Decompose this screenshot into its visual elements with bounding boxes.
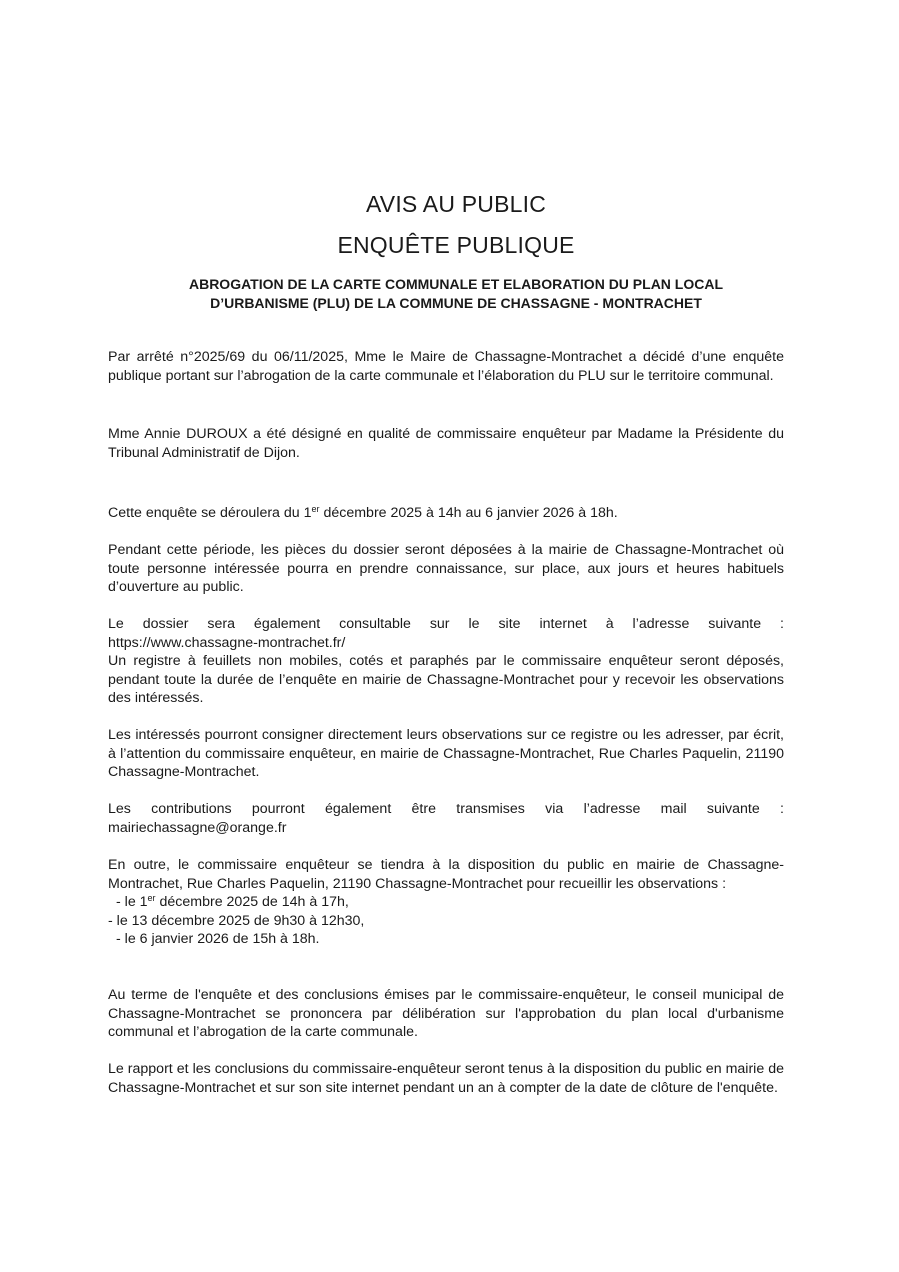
mail-text: Les contributions pourront également être transmises via l’adresse mail suivante : [108,801,784,817]
commissaire-text: Mme Annie DUROUX a été désigné en qualité de commissaire enquêteur par Madame la Présidente du Tribunal Administratif de Dijon. [108,426,784,461]
permanence-1-start: - le 1 [116,894,148,910]
paragraph-mail [108,800,784,837]
site-text: Le dossier sera également consultable sur le site internet à l’adresse suivante : [108,616,784,632]
permanence-item-2: - le 13 décembre 2025 de 9h30 à 12h30, [108,912,365,929]
permanence-1-superscript: er [147,893,156,903]
object-line-2: D’URBANISME (PLU) DE LA COMMUNE DE CHASSAGNE - MONTRACHET [210,294,702,311]
dates-text-end: décembre 2025 à 14h au 6 janvier 2026 à 18h. [319,505,618,521]
terme-text: Au terme de l'enquête et des conclusions émises par le commissaire-enquêteur, le conseil municipal de Chassagne-Montrachet se prononcera par délibération sur l'approbation du plan local d'urbanisme communal et l’abrogation de la carte communale. [108,987,784,1040]
paragraph-rapport [108,1060,784,1097]
paragraph-consigner [108,726,784,782]
site-url-link[interactable]: https://www.chassagne-montrachet.fr/ [108,634,346,651]
notice-object [108,275,804,312]
dates-superscript: er [311,504,320,514]
paragraph-permanences [108,856,784,949]
registre-text: Un registre à feuillets non mobiles, cotés et paraphés par le commissaire enquêteur seront déposés, pendant toute la durée de l’enquête en mairie de Chassagne-Montrachet pour y recevoir les observations des intéressés. [108,653,784,706]
paragraph-site [108,615,784,708]
arrete-text: Par arrêté n°2025/69 du 06/11/2025, Mme le Maire de Chassagne-Montrachet a décidé d’une enquête publique portant sur l’abrogation de la carte communale et l’élaboration du PLU sur le territoire communal. [108,349,784,384]
paragraph-arrete [108,348,784,385]
paragraph-periode [108,541,784,597]
permanence-item-3: - le 6 janvier 2026 de 15h à 18h. [116,931,320,947]
consigner-text: Les intéressés pourront consigner directement leurs observations sur ce registre ou les adresser, par écrit, à l’attention du commissaire enquêteur, en mairie de Chassagne-Montrachet, Rue Charles Paquelin, 21190 Chassagne-Montrachet. [108,727,784,780]
permanence-item-1 [108,893,784,912]
permanences-text: En outre, le commissaire enquêteur se tiendra à la disposition du public en mairie de Chassagne-Montrachet, Rue Charles Paquelin, 21190 Chassagne-Montrachet pour recueillir les observations : [108,857,784,892]
dates-text-start: Cette enquête se déroulera du 1 [108,505,312,521]
rapport-text: Le rapport et les conclusions du commissaire-enquêteur seront tenus à la disposition du public en mairie de Chassagne-Montrachet et sur son site internet pendant un an à compter de la date de clôture de l'enquête. [108,1061,784,1096]
notice-subheading: ENQUÊTE PUBLIQUE [337,232,575,258]
notice-title: AVIS AU PUBLIC [365,191,547,217]
permanence-1-end: décembre 2025 de 14h à 17h, [155,894,349,910]
object-line-1: ABROGATION DE LA CARTE COMMUNALE ET ELABORATION DU PLAN LOCAL [188,276,724,292]
periode-text: Pendant cette période, les pièces du dossier seront déposées à la mairie de Chassagne-Montrachet où toute personne intéressée pourra en prendre connaissance, sur place, aux jours et heures habituels d’ouverture au public. [108,542,784,595]
paragraph-commissaire [108,425,784,462]
mail-address-link[interactable]: mairiechassagne@orange.fr [108,819,287,836]
paragraph-terme [108,986,784,1042]
paragraph-dates [108,504,784,523]
dates-text [108,504,784,523]
